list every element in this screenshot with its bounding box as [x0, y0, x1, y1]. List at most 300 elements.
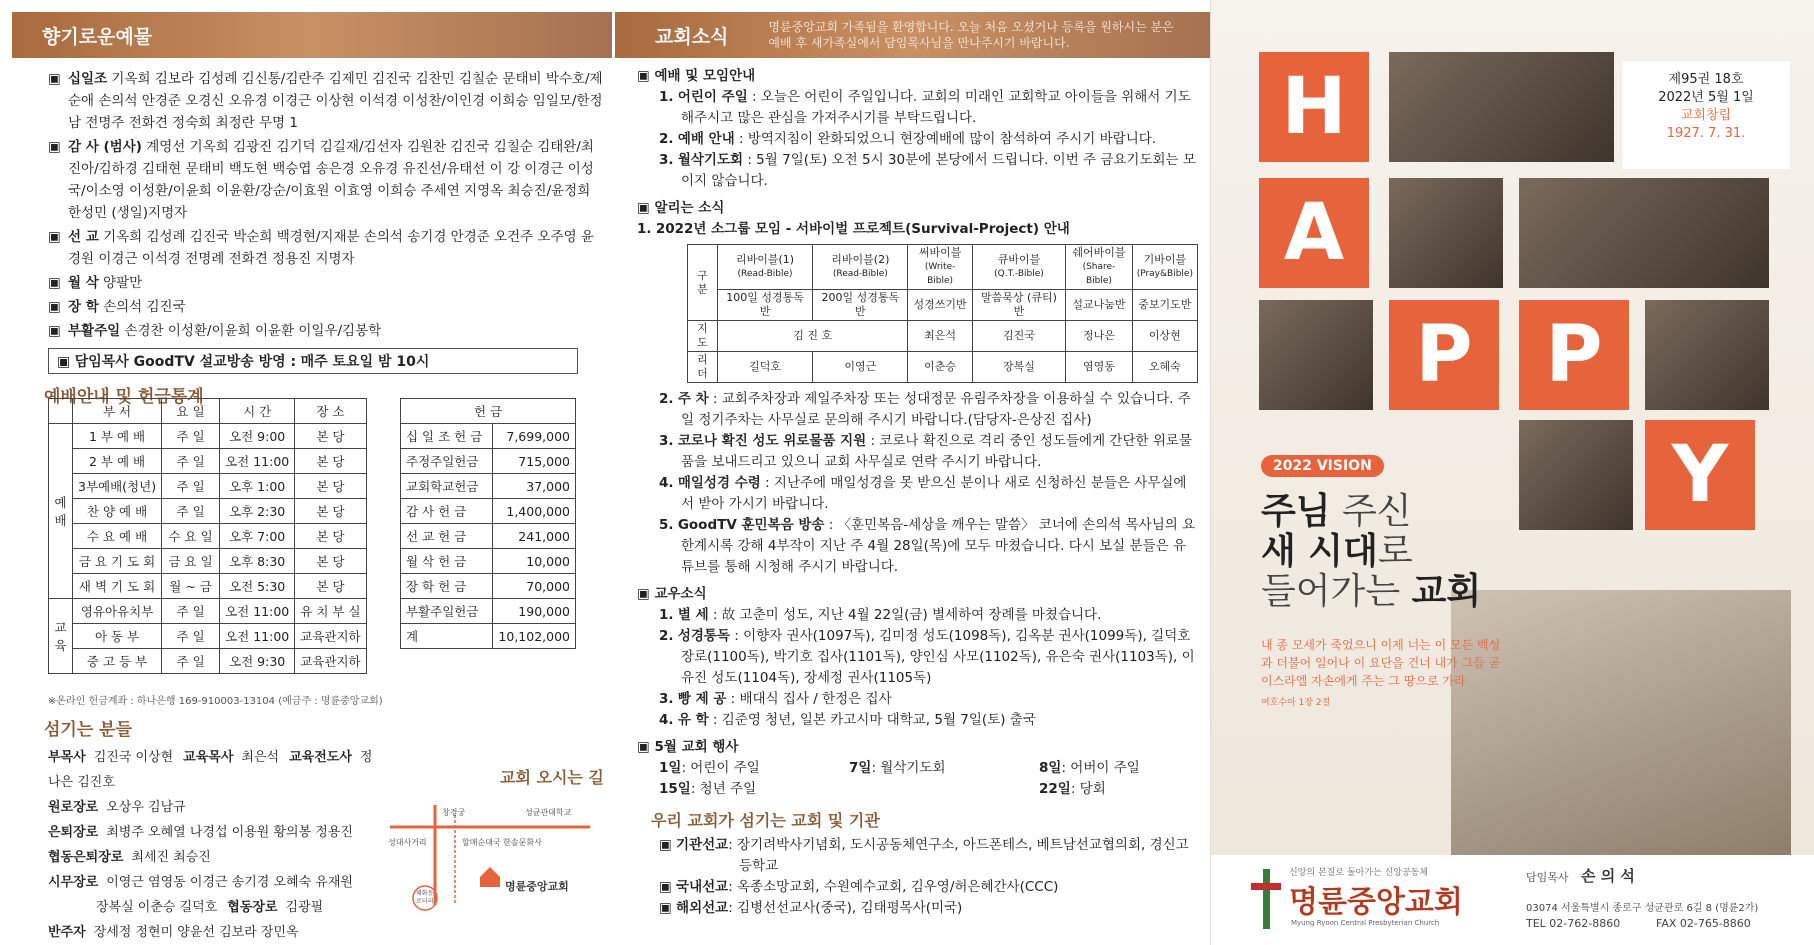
group-name-cell: [972, 245, 1065, 290]
photo-pastor-preaching: [1389, 52, 1614, 162]
group-guide: 김 진 호: [717, 321, 908, 352]
news-item: [659, 689, 1198, 710]
offering-amount: 241,000: [493, 524, 576, 549]
news-item: [659, 431, 1198, 473]
event-item: [1039, 779, 1189, 800]
offering-amount: 7,699,000: [493, 424, 576, 449]
offering-col-head: 헌 금: [401, 399, 576, 424]
worship-cell: 주 일: [162, 474, 220, 499]
account-note: ※온라인 헌금계좌 : 하나은행 169-910003-13104 (예금주 : 명륜중앙교회): [48, 696, 383, 707]
worship-title: 예배안내 및 헌금통계: [44, 387, 204, 407]
worship-cell: 중 고 등 부: [73, 649, 162, 674]
worship-cell: 주 일: [162, 599, 220, 624]
worship-cell: 주 일: [162, 649, 220, 674]
worship-cell: 오전 11:00: [220, 624, 295, 649]
news-item-text: : 지난주에 매일성경을 못 받으신 분이나 새로 신청하신 분들은 사무실에서 받아 가시기 바랍니다.: [681, 475, 1187, 512]
church-map: [380, 765, 605, 915]
event-item: [849, 779, 1039, 800]
bullet-icon: ▣: [48, 275, 61, 291]
servers-line: [48, 895, 378, 920]
offering-item-head: 월 삭: [68, 275, 99, 291]
news-header-note: 명륜중앙교회 가족됨을 환영합니다. 오늘 처음 오셨거나 등록을 원하시는 분은 예배 후 새가족실에서 담임목사님을 만나주시기 바랍니다.: [768, 20, 1174, 50]
mission-head: 국내선교: [676, 879, 729, 895]
group-name: 큐바이블: [997, 253, 1041, 266]
server-role: 원로장로: [48, 800, 99, 815]
svg-text:성균관대학교: 성균관대학교: [525, 808, 572, 817]
section-missions-title: 우리 교회가 섬기는 교회 및 기관: [651, 811, 880, 830]
group-leader: 길덕호: [717, 352, 812, 383]
server-entry: [88, 900, 217, 915]
issue-date: 2022년 5월 1일: [1658, 90, 1754, 105]
news-item-number: 5.: [659, 517, 674, 533]
server-role: 시무장로: [48, 875, 99, 890]
mission-text: : 장기려박사기념회, 도시공동체연구소, 아드폰테스, 베트남선교협의회, 경신고등학교: [728, 837, 1189, 874]
worship-row: [49, 549, 367, 574]
verse-ref: 여호수아 1장 2절: [1261, 698, 1331, 708]
group-rowhead: 지도: [688, 321, 718, 352]
group-en: (Write-Bible): [924, 262, 956, 286]
worship-col-dept: 부 서: [73, 399, 162, 424]
church-name-en: Myung Ryoon Central Presbyterian Church: [1291, 919, 1440, 927]
worship-row: [49, 424, 367, 449]
vision-line-2: 새 시대로: [1261, 531, 1413, 572]
news-item: [659, 515, 1198, 578]
event-name: : 월삭기도회: [871, 760, 946, 776]
server-entry: [48, 800, 186, 815]
worship-row: [49, 574, 367, 599]
notice-1: 1. 2022년 소그룹 모임 - 서바이벌 프로젝트(Survival-Project) 안내: [637, 221, 1070, 237]
event-item: [659, 758, 849, 779]
server-role: 교육전도사: [289, 750, 352, 765]
server-names: 최병주 오혜열 나경섭 이용원 황의봉 정용진: [106, 825, 353, 840]
offering-item-head: 선 교: [68, 229, 99, 245]
section-members: [637, 605, 1198, 731]
worship-col-time: 시 간: [220, 399, 295, 424]
news-item: [659, 626, 1198, 689]
worship-row: [49, 599, 367, 624]
news-item-head: 별 세: [677, 607, 709, 623]
worship-cell: 본 당: [295, 499, 366, 524]
server-role: 교육목사: [183, 750, 234, 765]
worship-cell: 주 일: [162, 624, 220, 649]
news-item-head: 매일성경 수령: [677, 475, 761, 491]
group-name: 기바이블: [1143, 253, 1187, 266]
worship-cell: 교육관지하: [295, 649, 366, 674]
offering-row: [401, 524, 576, 549]
worship-cell: 아 동 부: [73, 624, 162, 649]
group-name-cell: [1132, 245, 1197, 290]
group-rowhead: 리더: [688, 352, 718, 383]
news-item-text: : 故 고춘미 성도, 지난 4월 22일(금) 별세하여 장례를 마쳤습니다.: [712, 607, 1102, 623]
offering-item: [0, 296, 615, 318]
offering-item-names: 손경찬 이성환/이윤희 이윤환 이일우/김봉학: [124, 323, 382, 339]
group-name-cell: [717, 245, 812, 290]
event-name: : 어린이 주일: [681, 760, 760, 776]
event-name: : 당회: [1070, 781, 1106, 797]
photo-worship: [1645, 300, 1769, 410]
svg-text:성대사거리: 성대사거리: [388, 838, 427, 847]
church-tel: TEL 02-762-8860: [1526, 917, 1621, 930]
worship-cell: 오전 11:00: [220, 599, 295, 624]
worship-cell: 3부예배(청년): [73, 474, 162, 499]
worship-cell: 본 당: [295, 449, 366, 474]
news-item-text: : 오늘은 어린이 주일입니다. 교회의 미래인 교회학교 아이들을 위해서 기도해주시고 많은 관심을 가져주시기를 부탁드립니다.: [681, 89, 1191, 126]
server-role: 반주자: [48, 925, 86, 940]
news-item-number: 2.: [659, 131, 674, 147]
offering-header: 향기로운예물: [12, 12, 612, 58]
section-worship-title: ▣ 예배 및 모임안내: [637, 68, 756, 84]
offering-row: [401, 574, 576, 599]
server-names: 이영근 염영동 이경근 송기경 오혜숙 유재원: [106, 875, 353, 890]
news-item: [659, 87, 1198, 129]
news-item-number: 2.: [659, 628, 674, 644]
event-name: : 청년 주일: [690, 781, 757, 797]
issue-box: [1621, 60, 1791, 170]
worship-cell: 오후 1:00: [220, 474, 295, 499]
offering-item: [0, 272, 615, 294]
offering-row: [401, 424, 576, 449]
church-fax: FAX 02-765-8860: [1656, 917, 1751, 930]
event-item: [1039, 758, 1189, 779]
cover-footer: [1211, 855, 1814, 945]
left-panel: [0, 0, 615, 945]
group-guide: 정나은: [1066, 321, 1132, 352]
offering-item: [0, 136, 615, 224]
offering-item-head: 십일조: [68, 71, 108, 87]
goodtv-value: 매주 토요일 밤 10시: [300, 354, 430, 370]
news-item: [659, 710, 1198, 731]
group-name-cell: [1066, 245, 1132, 290]
worship-cell: 새 벽 기 도 회: [73, 574, 162, 599]
worship-cell: 금 요 기 도 회: [73, 549, 162, 574]
letter-a: A: [1259, 178, 1369, 288]
worship-cell: 본 당: [295, 424, 366, 449]
news-item: [659, 605, 1198, 626]
group-rowhead: 구분: [688, 245, 718, 321]
worship-cell: 주 일: [162, 424, 220, 449]
group-en: (Read-Bible): [737, 269, 793, 279]
mission-head: 기관선교: [676, 837, 729, 853]
svg-text:혜화동: 혜화동: [416, 890, 434, 897]
worship-cell: 수 요 일: [162, 524, 220, 549]
vision-line-1: 주님 주신: [1261, 491, 1412, 532]
offering-amount: 70,000: [493, 574, 576, 599]
church-address: 03074 서울특별시 종로구 성균관로 6길 8 (명륜2가): [1526, 903, 1759, 914]
event-name: : 어버이 주일: [1061, 760, 1140, 776]
pastor-name: 손 의 석: [1581, 867, 1635, 885]
offering-item-names: 기옥희 김성례 김진국 박순희 백경현/지재분 손의석 송기경 안경준 오건주 오주영 윤경원 이경근 이석경 전명례 전화견 정용진 지명자: [68, 229, 594, 267]
mission-head: 해외선교: [676, 900, 729, 916]
news-item-text: : 5월 7일(토) 오전 5시 30분에 본당에서 드립니다. 이번 주 금요기도회는 모이지 않습니다.: [681, 152, 1196, 189]
servers-line: [48, 920, 378, 945]
offering-item: [0, 320, 615, 342]
bullet-icon: ▣: [48, 229, 61, 245]
offering-item-head: 감 사 (범사): [68, 139, 142, 155]
servers-line: [48, 745, 378, 795]
worship-cell: 수 요 예 배: [73, 524, 162, 549]
cover-inner: [1211, 0, 1814, 945]
news-item-number: 3.: [659, 691, 674, 707]
news-body: [615, 58, 1210, 919]
server-entry: [227, 900, 323, 915]
news-item-text: : 교회주차장과 제일주차장 또는 성대정문 유림주차장을 이용하실 수 있습니다. 주일 정기주차는 사무실로 문의해 주시기 바랍니다.(담당자-은상진 집사): [681, 391, 1191, 428]
photo-group-1: [1389, 178, 1503, 288]
news-item-number: 1.: [659, 89, 674, 105]
mission-text: : 김병선선교사(중국), 김태평목사(미국): [728, 900, 963, 916]
worship-cell: 오후 2:30: [220, 499, 295, 524]
news-item-head: 성경통독: [677, 628, 730, 644]
news-item: [659, 150, 1198, 192]
offering-type: 감 사 헌 금: [401, 499, 493, 524]
news-item-number: 4.: [659, 475, 674, 491]
worship-cell: 오전 11:00: [220, 449, 295, 474]
group-name-cell: [813, 245, 908, 290]
offering-type: 장 학 헌 금: [401, 574, 493, 599]
worship-cell: 주 일: [162, 449, 220, 474]
event-day: 7일: [849, 760, 872, 776]
svg-text:할매순대국 한솔문화사: 할매순대국 한솔문화사: [462, 838, 542, 847]
group-leader: 이춘승: [908, 352, 972, 383]
servers-line: [48, 845, 378, 870]
vision-line-3: 들어가는 교회: [1261, 571, 1482, 612]
bullet-icon: ▣: [48, 323, 61, 339]
offering-row: [401, 449, 576, 474]
server-names: 장복실 이춘승 길덕호: [96, 900, 218, 915]
bullet-icon: ▣: [48, 299, 61, 315]
news-item-head: 예배 안내: [677, 131, 735, 147]
worship-row: [49, 624, 367, 649]
offering-item-head: 부활주일: [68, 323, 121, 339]
group-desc: 200일 성경통독반: [813, 290, 908, 321]
group-name: 리바이블(1): [736, 253, 795, 266]
server-entry: [48, 825, 353, 840]
mission-item: [659, 877, 1198, 898]
news-item-number: 1.: [659, 607, 674, 623]
map-title: 교회 오시는 길: [500, 768, 604, 787]
news-item-text: : 김준영 청년, 일본 카고시마 대학교, 5월 7일(토) 출국: [712, 712, 1036, 728]
server-entry: [183, 750, 279, 765]
group-desc: 말씀묵상 (큐티)반: [972, 290, 1065, 321]
worship-cell: 본 당: [295, 574, 366, 599]
worship-cell: 오전 9:30: [220, 649, 295, 674]
offering-type: 십 일 조 헌 금: [401, 424, 493, 449]
worship-cell: 월 ~ 금: [162, 574, 220, 599]
worship-cell: 오전 5:30: [220, 574, 295, 599]
offering-amount: 715,000: [493, 449, 576, 474]
worship-cell: 본 당: [295, 474, 366, 499]
offering-row: [401, 624, 576, 649]
group-guide-row: [688, 321, 1198, 352]
group-en: (Share-Bible): [1082, 262, 1116, 286]
offering-type: 부활주일헌금: [401, 599, 493, 624]
event-item: [849, 758, 1039, 779]
group-name: 쉐어바이블: [1072, 246, 1126, 259]
photo-group-2: [1519, 178, 1769, 288]
goodtv-box: ▣ 담임목사 GoodTV 설교방송 방영 : 매주 토요일 밤 10시: [48, 348, 578, 374]
worship-cell: 오후 7:00: [220, 524, 295, 549]
worship-col-day: 요 일: [162, 399, 220, 424]
section-notice-title: ▣ 알리는 소식: [637, 200, 725, 216]
map-drawing: [380, 765, 605, 915]
worship-cell: 유 치 부 실: [295, 599, 366, 624]
event-day: 1일: [659, 760, 682, 776]
photo-church-building: [1451, 590, 1791, 855]
news-item-head: 어린이 주일: [677, 89, 748, 105]
group-leader: 염영동: [1066, 352, 1132, 383]
worship-group-label: 예 배: [49, 424, 73, 599]
news-item-head: 월삭기도회: [677, 152, 744, 168]
section-missions: [637, 835, 1198, 919]
offering-item: [0, 226, 615, 270]
event-item: [659, 779, 849, 800]
worship-row: [49, 474, 367, 499]
worship-table: [48, 398, 367, 674]
worship-cell: 1 부 예 배: [73, 424, 162, 449]
offering-item-names: 양팔만: [103, 275, 143, 291]
worship-cell: 2 부 예 배: [73, 449, 162, 474]
mission-item: [659, 898, 1198, 919]
news-item-head: 유 학: [677, 712, 709, 728]
server-entry: [48, 925, 299, 940]
middle-panel: [615, 0, 1210, 945]
offering-list: [0, 68, 615, 342]
cross-logo-icon: [1251, 869, 1281, 929]
server-names: 김진국 이상현: [93, 750, 174, 765]
event-day: 15일: [659, 781, 691, 797]
news-item-text: : 배대식 집사 / 한정은 집사: [730, 691, 892, 707]
offering-amount: 37,000: [493, 474, 576, 499]
server-names: 김광필: [285, 900, 324, 915]
server-names: 오상우 김남규: [106, 800, 186, 815]
worship-cell: 찬 양 예 배: [73, 499, 162, 524]
news-item-head: 주 차: [677, 391, 709, 407]
news-item-head: GoodTV 훈민복음 방송: [677, 517, 825, 533]
news-header-title: 교회소식: [655, 25, 729, 48]
letter-y: Y: [1645, 420, 1755, 530]
offering-amount: 190,000: [493, 599, 576, 624]
servers-line: [48, 820, 378, 845]
worship-row: [49, 449, 367, 474]
pastor-label: 담임목사: [1526, 871, 1569, 884]
offering-row: [401, 599, 576, 624]
smallgroup-table: [687, 244, 1198, 383]
worship-col-group: [49, 399, 73, 424]
group-leader: 이영근: [813, 352, 908, 383]
group-desc: 100일 성경통독반: [717, 290, 812, 321]
svg-text:로터리: 로터리: [416, 898, 434, 905]
section-events: [637, 758, 1198, 800]
founded-label: 교회창립: [1680, 108, 1732, 123]
section-members-title: ▣ 교우소식: [637, 586, 707, 602]
group-leader-row: [688, 352, 1198, 383]
letter-p2: P: [1519, 300, 1629, 410]
server-names: 장세정 정현미 양윤선 김보라 장민옥: [93, 925, 299, 940]
news-item: [659, 389, 1198, 431]
news-item-number: 3.: [659, 152, 674, 168]
bullet-icon: ▣: [659, 837, 677, 853]
worship-row: [49, 649, 367, 674]
svg-text:창경궁: 창경궁: [442, 808, 466, 817]
worship-cell: 영유아유치부: [73, 599, 162, 624]
worship-row: [49, 499, 367, 524]
group-name: 리바이블(2): [831, 253, 890, 266]
offering-row: [401, 549, 576, 574]
servers-list: [48, 745, 378, 945]
offering-type: 계: [401, 624, 493, 649]
section-notice: [637, 389, 1198, 578]
group-guide: 이상현: [1132, 321, 1197, 352]
bullet-icon: ▣: [48, 71, 61, 87]
bullet-icon: ▣: [48, 139, 61, 155]
worship-cell: 본 당: [295, 549, 366, 574]
worship-group-label: 교 육: [49, 599, 73, 674]
offering-item: [0, 68, 615, 134]
worship-cell: 주 일: [162, 499, 220, 524]
group-en: (Read-Bible): [832, 269, 888, 279]
worship-cell: 본 당: [295, 524, 366, 549]
founded-date: 1927. 7. 31.: [1666, 126, 1746, 141]
news-item: [659, 473, 1198, 515]
server-role: 부목사: [48, 750, 86, 765]
server-entry: [48, 875, 353, 890]
news-item-number: 3.: [659, 433, 674, 449]
event-day: 8일: [1039, 760, 1062, 776]
server-entry: [48, 850, 211, 865]
servers-line: [48, 795, 378, 820]
church-name: 명륜중앙교회: [1289, 885, 1463, 920]
news-item-number: 4.: [659, 712, 674, 728]
news-header: [615, 12, 1210, 58]
goodtv-label: 담임목사 GoodTV 설교방송 방영 :: [74, 354, 297, 370]
offering-type: 교회학교헌금: [401, 474, 493, 499]
offering-amount: 1,400,000: [493, 499, 576, 524]
offering-row: [401, 499, 576, 524]
server-role: 협동은퇴장로: [48, 850, 124, 865]
group-desc-row: [688, 290, 1198, 321]
server-role: 협동장로: [227, 900, 278, 915]
servers-title: 섬기는 분들: [44, 720, 133, 740]
offering-type: 주정주일헌금: [401, 449, 493, 474]
letter-h: H: [1259, 52, 1369, 162]
group-en: (Q.T.-Bible): [994, 269, 1044, 279]
right-cover: [1210, 0, 1814, 945]
server-names: 정나은 김진호: [48, 750, 373, 790]
group-leader: 장복실: [972, 352, 1065, 383]
svg-text:명륜중앙교회: 명륜중앙교회: [505, 880, 569, 893]
offering-item-names: 기옥희 김보라 김성례 김신통/김란주 김제민 김진국 김찬민 김칠순 문태비 박수호/제순애 손의석 안경준 오경신 오유경 이경근 이상현 이석경 이성찬/이인경 이희승 임일모/한정남 전명주 전화견 정숙희 최정란 무명 1: [68, 71, 603, 131]
servers-line: [48, 870, 378, 895]
mission-text: : 옥종소망교회, 수원예수교회, 김우영/허은혜간사(CCC): [728, 879, 1059, 895]
offering-type: 월 삭 헌 금: [401, 549, 493, 574]
group-guide: 김진국: [972, 321, 1065, 352]
worship-cell: 교육관지하: [295, 624, 366, 649]
news-item-number: 2.: [659, 391, 674, 407]
group-leader: 오혜숙: [1132, 352, 1197, 383]
offering-amount: 10,000: [493, 549, 576, 574]
photo-sanctuary: [1519, 420, 1633, 530]
letter-p1: P: [1389, 300, 1499, 410]
group-desc: 설교나눔반: [1066, 290, 1132, 321]
server-names: 최세진 최승진: [131, 850, 211, 865]
bullet-icon: ▣: [659, 900, 677, 916]
offering-row: [401, 474, 576, 499]
section-worship: [637, 87, 1198, 192]
offering-amount: 10,102,000: [493, 624, 576, 649]
group-header-row: [688, 245, 1198, 290]
photo-pastor: [1259, 300, 1373, 410]
event-day: 22일: [1039, 781, 1071, 797]
worship-col-place: 장 소: [295, 399, 366, 424]
